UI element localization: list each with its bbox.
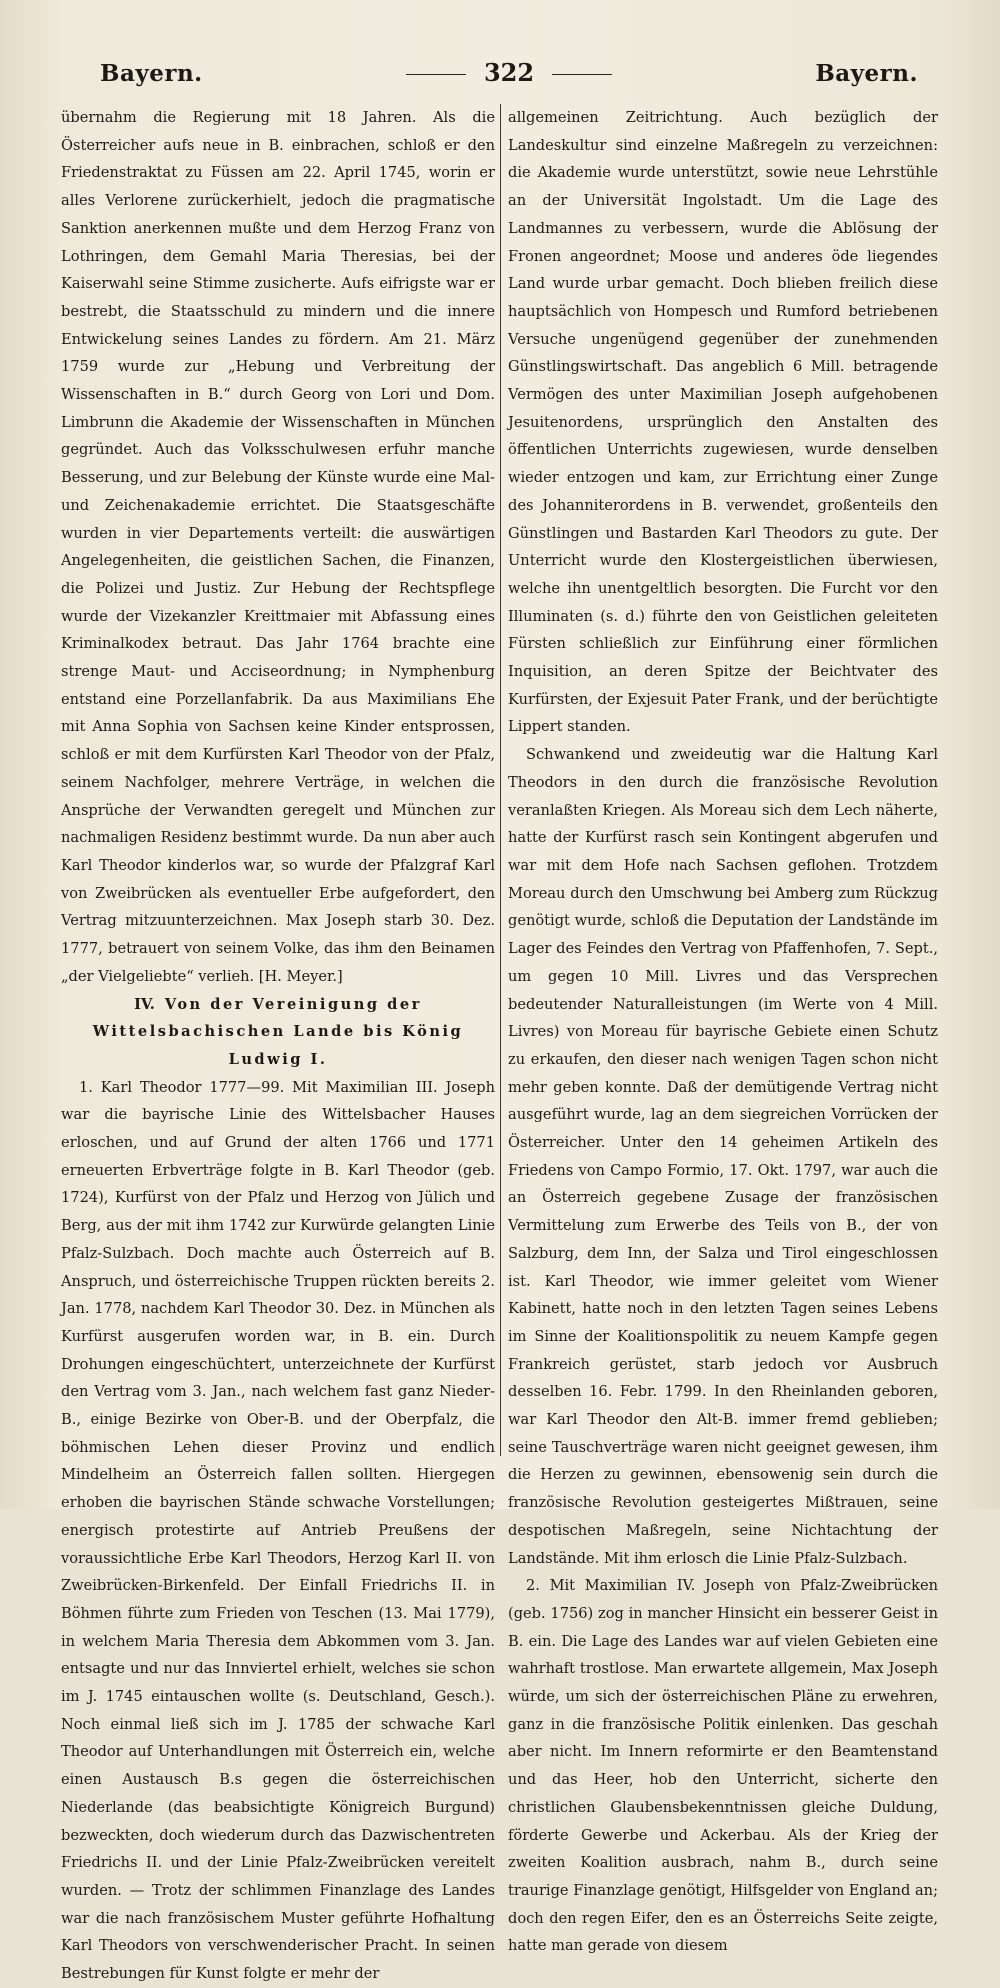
dash-right: [552, 74, 612, 75]
running-header: [100, 56, 918, 96]
page-number: [100, 58, 918, 87]
paragraph: 2. Mit Maximilian IV. Joseph von Pfalz-Zweibrücken (geb. 1756) zog in mancher Hinsicht ein besserer Geist in B. ein. Die Lage des Landes war auf vielen Gebieten eine wahrhaft trostlose. Man erwartete allgemein, Max Joseph würde, um sich der österreichischen Pläne zu erwehren, ganz in die französische Politik einlenken. Das geschah aber nicht. Im Innern reformirte er den Beamtenstand und das Heer, hob den Unterricht, sicherte den christlichen Glaubensbekenntnissen gleiche Duldung, förderte Gewerbe und Ackerbau. Als der Krieg der zweiten Koalition ausbrach, nahm B., durch seine traurige Finanzlage genötigt, Hilfsgelder von England an; doch den regen Eifer, den es an Österreichs Seite zeigte, hatte man gerade von diesem: [508, 1577, 938, 1955]
header-left-title: Bayern.: [100, 60, 203, 87]
section-number: IV.: [134, 995, 155, 1013]
paragraph: Schwankend und zweideutig war die Haltung Karl Theodors in den durch die französische Revolution veranlaßten Kriegen. Als Moreau sich dem Lech näherte, hatte der Kurfürst rasch sein Kontingent abgerufen und war mit dem Hofe nach Sachsen geflohen. Trotzdem Moreau durch den Umschwung bei Amberg zum Rückzug genötigt wurde, schloß die Deputation der Landstände im Lager des Feindes den Vertrag von Pfaffenhofen, 7. Sept., um gegen 10 Mill. Livres und das Versprechen bedeutender Naturalleistungen (im Werte von 4 Mill. Livres) von Moreau für bayrische Gebiete einen Schutz zu erkaufen, den dieser nach wenigen Tagen schon nicht mehr geben konnte. Daß der demütigende Vertrag nicht ausgeführt wurde, lag an dem siegreichen Vorrücken der Österreicher. Unter den 14 geheimen Artikeln des Friedens von Campo Formio, 17. Okt. 1797, war auch die an Österreich gegebene Zusage der französischen Vermittelung zum Erwerbe des Teils von B., der von Salzburg, dem Inn, der Salza und Tirol eingeschlossen ist. Karl Theodor, wie immer geleitet vom Wiener Kabinett, hatte noch in den letzten Tagen seines Lebens im Sinne der Koalitionspolitik zu neuem Kampfe gegen Frankreich gerüstet, starb jedoch vor Ausbruch desselben 16. Febr. 1799. In den Rheinlanden geboren, war Karl Theodor den Alt-B. immer fremd geblieben; seine Tauschverträge waren nicht geeignet gewesen, ihm die Herzen zu gewinnen, ebensowenig sein durch die französische Revolution gesteigertes Mißtrauen, seine despotischen Maßregeln, seine Nichtachtung der Landstände. Mit ihm erlosch die Linie Pfalz-Sulzbach.: [508, 746, 938, 1567]
column-divider: [500, 104, 501, 1456]
dash-left: [406, 74, 466, 75]
header-right-title: Bayern.: [815, 60, 918, 87]
page-number-text: 322: [483, 58, 535, 87]
paragraph: allgemeinen Zeitrichtung. Auch bezüglich der Landeskultur sind einzelne Maßregeln zu verzeichnen: die Akademie wurde unterstützt, sowie neue Lehrstühle an der Universität Ingolstadt. Um die Lage des Landmannes zu verbessern, wurde die Ablösung der Fronen angeordnet; Moose und anderes öde liegendes Land wurde urbar gemacht. Doch blieben freilich diese hauptsächlich von Hompesch und Rumford betriebenen Versuche ungenügend gegenüber der zunehmenden Günstlingswirtschaft. Das angeblich 6 Mill. betragende Vermögen des unter Maximilian Joseph aufgehobenen Jesuitenordens, ursprünglich den Anstalten des öffentlichen Unterrichts zugewiesen, wurde denselben wieder entzogen und kam, zur Errichtung einer Zunge des Johanniterordens in B. verwendet, großenteils den Günstlingen und Bastarden Karl Theodors zu gute. Der Unterricht wurde den Klostergeistlichen überwiesen, welche ihn unentgeltlich besorgten. Die Furcht vor den Illuminaten (s. d.) führte den von Geistlichen geleiteten Fürsten schließlich zur Einführung einer förmlichen Inquisition, an deren Spitze der Beichtvater des Kurfürsten, der Exjesuit Pater Frank, und der berüchtigte Lippert standen.: [508, 109, 938, 736]
section-heading: [61, 991, 495, 1074]
right-column: [508, 104, 938, 1955]
section-title: Von der Vereinigung der Wittelsbachischen Lande bis König Ludwig I.: [92, 995, 464, 1068]
paragraph: übernahm die Regierung mit 18 Jahren. Als die Österreicher aufs neue in B. einbrachen, schloß er den Friedenstraktat zu Füssen am 22. April 1745, worin er alles Verlorene zurückerhielt, jedoch die pragmatische Sanktion anerkennen mußte und dem Herzog Franz von Lothringen, dem Gemahl Maria Theresias, bei der Kaiserwahl seine Stimme zusicherte. Aufs eifrigste war er bestrebt, die Staatsschuld zu mindern und die innere Entwickelung seines Landes zu fördern. Am 21. März 1759 wurde zur „Hebung und Verbreitung der Wissenschaften in B.“ durch Georg von Lori und Dom. Limbrunn die Akademie der Wissenschaften in München gegründet. Auch das Volksschulwesen erfuhr manche Besserung, und zur Belebung der Künste wurde eine Mal- und Zeichenakademie errichtet. Die Staatsgeschäfte wurden in vier Departements verteilt: die auswärtigen Angelegenheiten, die geistlichen Sachen, die Finanzen, die Polizei und Justiz. Zur Hebung der Rechtspflege wurde der Vizekanzler Kreittmaier mit Abfassung eines Kriminalkodex betraut. Das Jahr 1764 brachte eine strenge Maut- und Acciseordnung; in Nymphenburg entstand eine Porzellanfabrik. Da aus Maximilians Ehe mit Anna Sophia von Sachsen keine Kinder entsprossen, schloß er mit dem Kurfürsten Karl Theodor von der Pfalz, seinem Nachfolger, mehrere Verträge, in welchen die Ansprüche der Verwandten geregelt und München zur nachmaligen Residenz bestimmt wurde. Da nun aber auch Karl Theodor kinderlos war, so wurde der Pfalzgraf Karl von Zweibrücken als eventueller Erbe aufgefordert, den Vertrag mitzuunterzeichnen. Max Joseph starb 30. Dez. 1777, betrauert von seinem Volke, das ihm den Beinamen „der Vielgeliebte“ verlieh. [H. Meyer.]: [61, 109, 495, 985]
paragraph: 1. Karl Theodor 1777—99. Mit Maximilian III. Joseph war die bayrische Linie des Wittelsbacher Hauses erloschen, und auf Grund der alten 1766 und 1771 erneuerten Erbverträge folgte in B. Karl Theodor (geb. 1724), Kurfürst von der Pfalz und Herzog von Jülich und Berg, aus der mit ihm 1742 zur Kurwürde gelangten Linie Pfalz-Sulzbach. Doch machte auch Österreich auf B. Anspruch, und österreichische Truppen rückten bereits 2. Jan. 1778, nachdem Karl Theodor 30. Dez. in München als Kurfürst ausgerufen worden war, in B. ein. Durch Drohungen eingeschüchtert, unterzeichnete der Kurfürst den Vertrag vom 3. Jan., nach welchem fast ganz Nieder-B., einige Bezirke von Ober-B. und der Oberpfalz, die böhmischen Lehen dieser Provinz und endlich Mindelheim an Österreich fallen sollten. Hiergegen erhoben die bayrischen Stände schwache Vorstellungen; energisch protestirte auf Antrieb Preußens der voraussichtliche Erbe Karl Theodors, Herzog Karl II. von Zweibrücken-Birkenfeld. Der Einfall Friedrichs II. in Böhmen führte zum Frieden von Teschen (13. Mai 1779), in welchem Maria Theresia dem Abkommen vom 3. Jan. entsagte und nur das Innviertel erhielt, welches sie schon im J. 1745 eintauschen wollte (s. Deutschland, Gesch.). Noch einmal ließ sich im J. 1785 der schwache Karl Theodor auf Unterhandlungen mit Österreich ein, welche einen Austausch B.s gegen die österreichischen Niederlande (das beabsichtigte Königreich Burgund) bezweckten, doch wiederum durch das Dazwischentreten Friedrichs II. und der Linie Pfalz-Zweibrücken vereitelt wurden. — Trotz der schlimmen Finanzlage des Landes war die nach französischem Muster geführte Hofhaltung Karl Theodors von verschwenderischer Pracht. In seinen Bestrebungen für Kunst folgte er mehr der: [61, 1078, 495, 1983]
left-column: [61, 104, 495, 1983]
